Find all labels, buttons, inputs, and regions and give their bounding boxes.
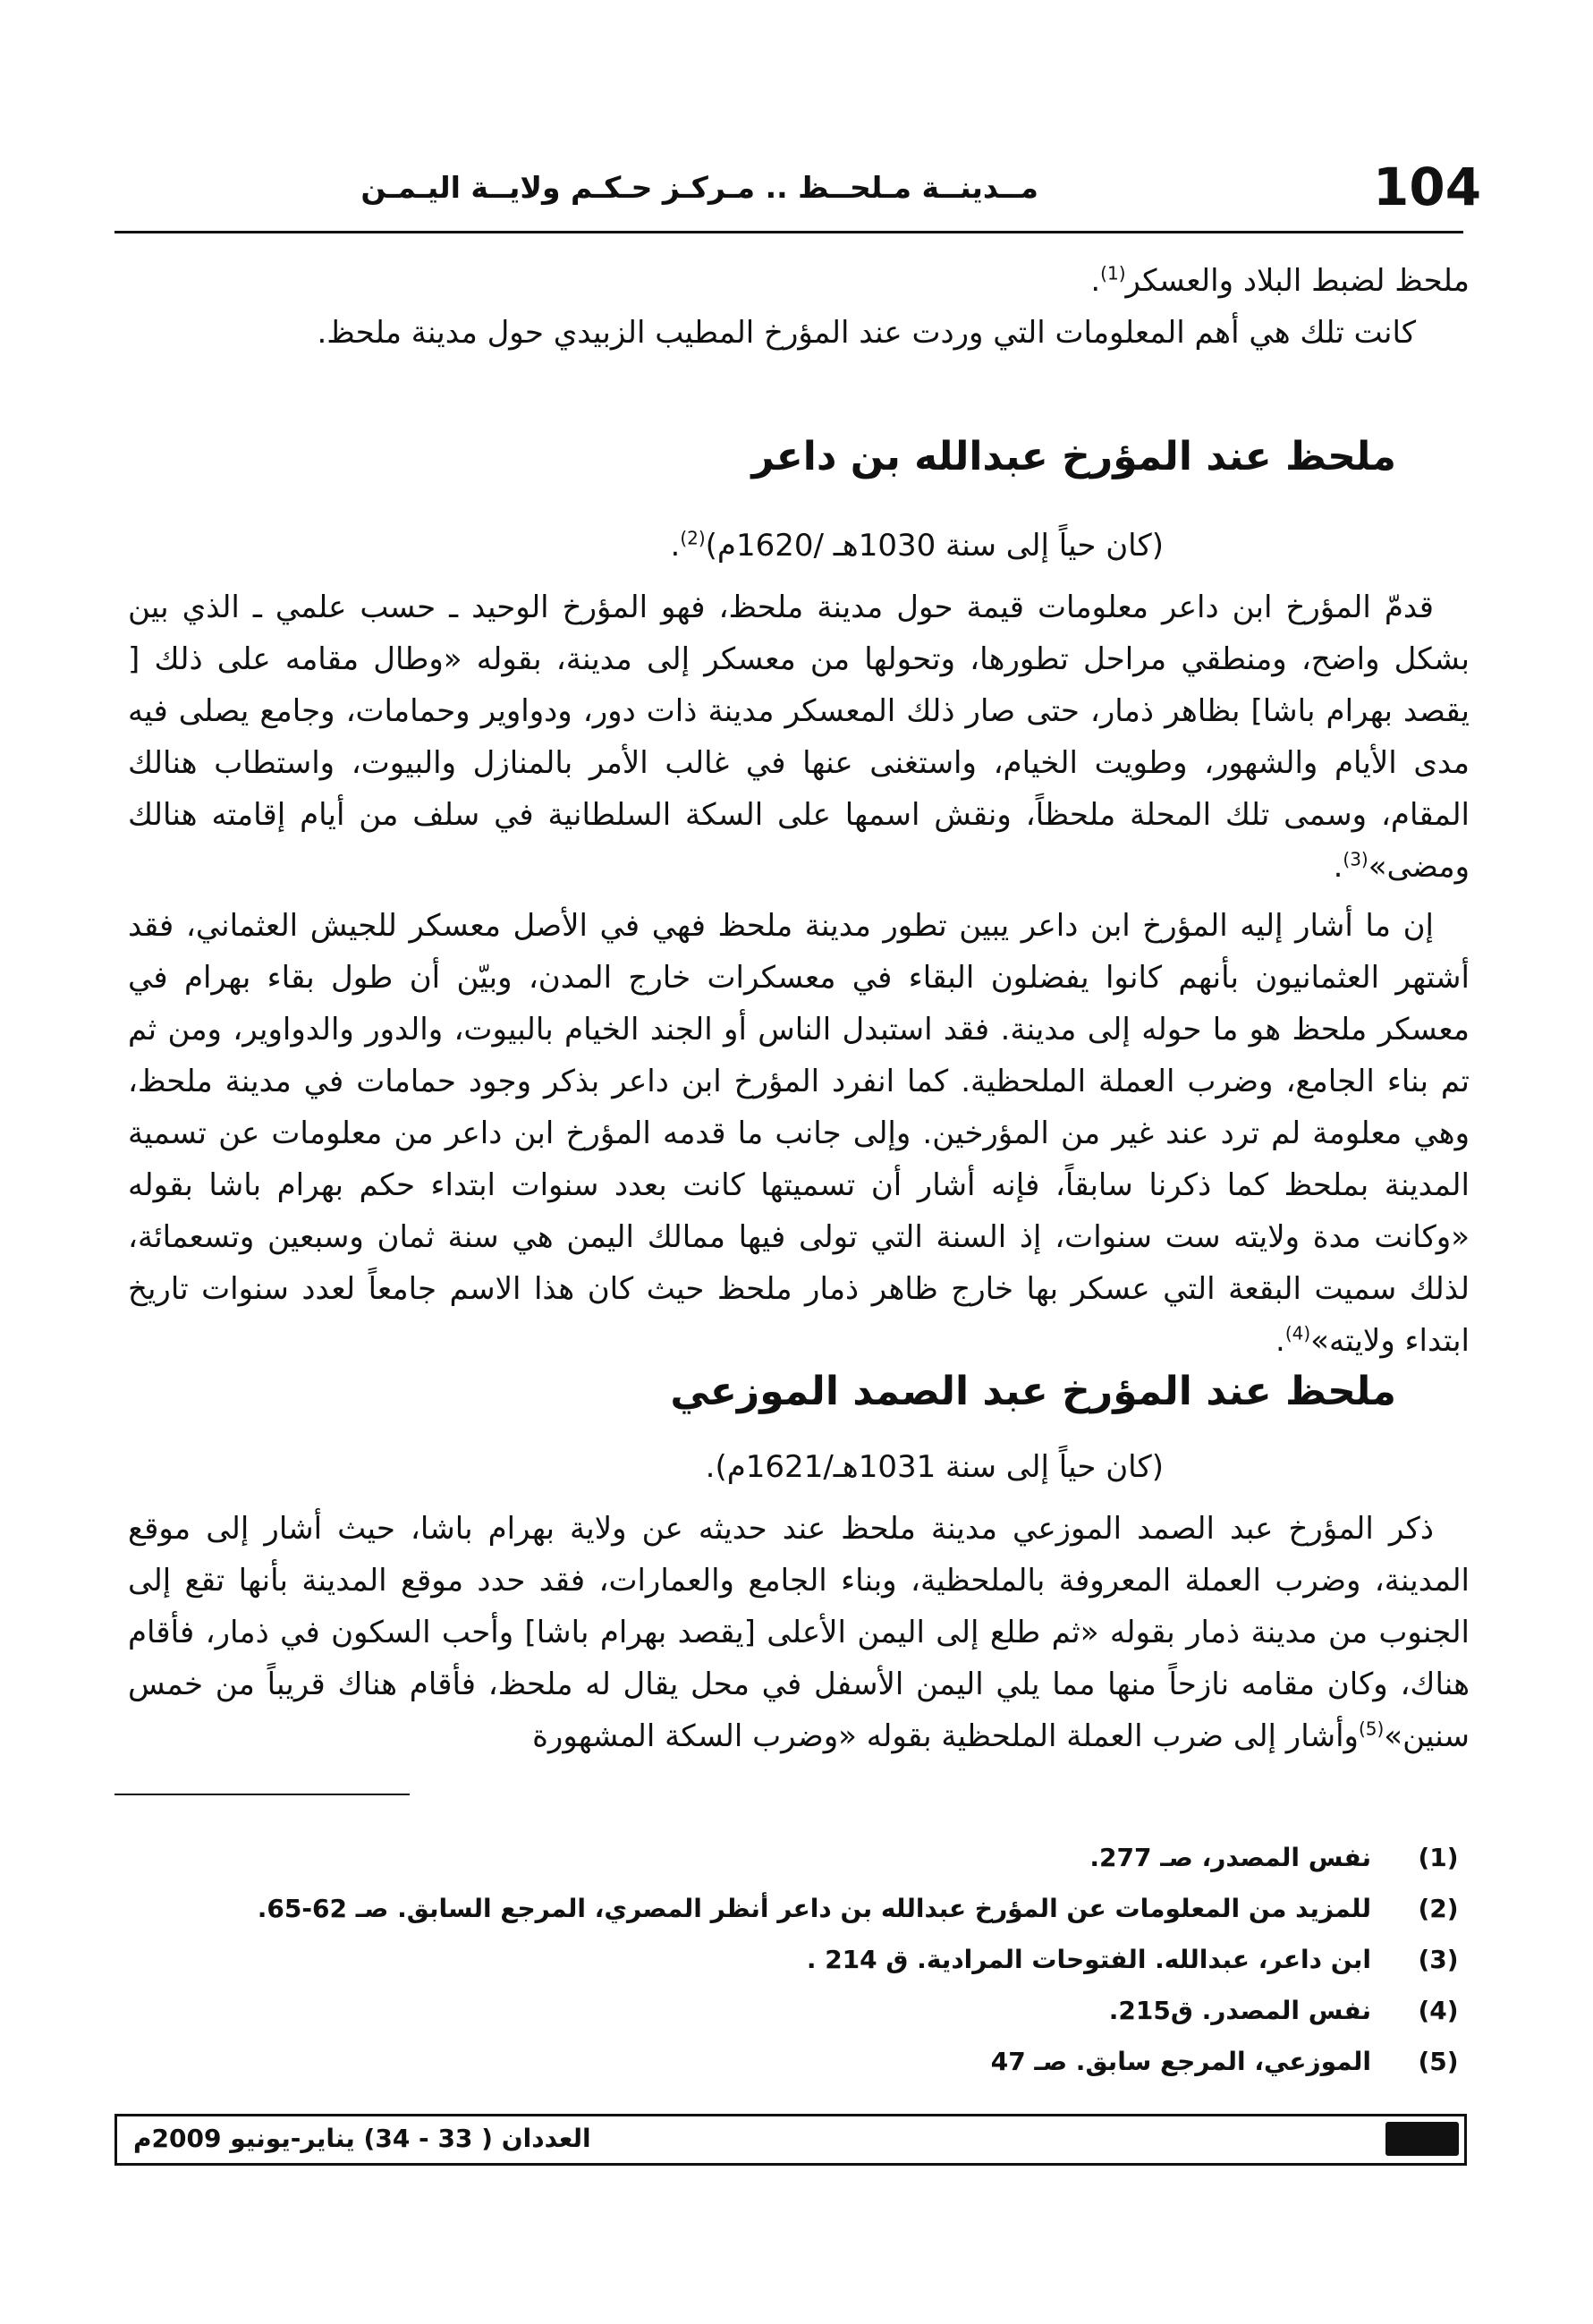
footnote-ref-5: (5): [1358, 1718, 1385, 1740]
section2-dates: (كان حياً إلى سنة 1031هـ/1621م).: [705, 1449, 1164, 1485]
footnote: (5)الموزعي، المرجع سابق. صـ 47: [990, 2047, 1459, 2076]
section-heading-ibn-daer: ملحظ عند المؤرخ عبدالله بن داعر: [751, 434, 1396, 479]
intro-line-2: كانت تلك هي أهم المعلومات التي وردت عند المؤرخ المطيب الزبيدي حول مدينة ملحظ.: [317, 315, 1416, 351]
footnote-rule: [114, 1794, 410, 1795]
footnote-ref-4: (4): [1284, 1322, 1311, 1344]
section1-body: [128, 581, 1470, 1367]
journal-logo-icon: [1385, 2122, 1459, 2156]
footnote: (4)نفس المصدر. ق215.: [1108, 1996, 1459, 2025]
footer-bar: [114, 2114, 1467, 2166]
footnote: (2)للمزيد من المعلومات عن المؤرخ عبدالله بن داعر أنظر المصري، المرجع السابق. صـ 62-65.: [257, 1894, 1459, 1923]
footnote: (1)نفس المصدر، صـ 277.: [1089, 1843, 1459, 1872]
intro-line-1: ملحظ لضبط البلاد والعسكر$^{(1)}$.: [1090, 262, 1470, 299]
section1-paragraph-1: قدمّ المؤرخ ابن داعر معلومات قيمة حول مدينة ملحظ، فهو المؤرخ الوحيد ـ حسب علمي ـ الذي بين بشكل واضح، ومنطقي مراحل تطورها، وتحولها من معسكر إلى مدينة، بقوله «وطال مقامه على ذلك [ يقصد بهرام باشا] بظاهر ذمار، حتى صار ذلك المعسكر مدينة ذات دور، ودواوير وحمامات، وجامع يصلى فيه مدى الأيام والشهور، وطويت الخيام، واستغنى عنها في غالب الأمر بالمنازل والبيوت، واستطاب هنالك المقام، وسمى تلك المحلة ملحظاً، ونقش اسمها على السكة السلطانية في سلف من أيام إقامته هنالك ومضى»$^{(3)}$.: [128, 589, 1470, 885]
footnote-ref-3: (3): [1343, 848, 1368, 870]
section2-paragraph-1: ذكر المؤرخ عبد الصمد الموزعي مدينة ملحظ عند حديثه عن ولاية بهرام باشا، حيث أشار إلى موقع المدينة، وضرب العملة المعروفة بالملحظية، وبناء الجامع والعمارات، فقد حدد موقع المدينة بأنها تقع إلى الجنوب من مدينة ذمار بقوله «ثم طلع إلى اليمن الأعلى [يقصد بهرام باشا] وأحب السكون في ذمار، فأقام هناك، وكان مقامه نازحاً منها مما يلي اليمن الأسفل في محل يقال له ملحظ، فأقام هناك قريباً من خمس سنين»$^{(5)}$وأشار إلى ضرب العملة الملحظية بقوله «وضرب السكة المشهورة: [128, 1511, 1470, 1754]
footnote-ref-2: (2): [680, 527, 706, 549]
footnote: (3)ابن داعر، عبدالله. الفتوحات المرادية. ق 214 .: [806, 1945, 1459, 1974]
intro-block: [128, 255, 1470, 359]
section-heading-mawzai: ملحظ عند المؤرخ عبد الصمد الموزعي: [670, 1369, 1396, 1414]
section1-dates: (كان حياً إلى سنة 1030هـ /1620م)$^{(2)}$.: [670, 527, 1164, 564]
footnote-ref-1: (1): [1100, 262, 1126, 284]
running-title: مــدينــة مـلحــظ .. مـركـز حـكـم ولايــة اليـمـن: [360, 170, 1038, 205]
section1-paragraph-2: إن ما أشار إليه المؤرخ ابن داعر يبين تطور مدينة ملحظ فهي في الأصل معسكر للجيش العثماني، فقد أشتهر العثمانيون بأنهم كانوا يفضلون البقاء في معسكرات خارج المدن، وبيّن أن طول بقاء بهرام في معسكر ملحظ هو ما حوله إلى مدينة. فقد استبدل الناس أو الجند الخيام بالبيوت، والدور والدواوير، ومن ثم تم بناء الجامع، وضرب العملة الملحظية. كما انفرد المؤرخ ابن داعر بذكر وجود حمامات في مدينة ملحظ، وهي معلومة لم ترد عند غير من المؤرخين. وإلى جانب ما قدمه المؤرخ ابن داعر من معلومات عن تسمية المدينة بملحظ كما ذكرنا سابقاً، فإنه أشار أن تسميتها كانت بعدد سنوات ابتداء حكم بهرام باشا بقوله «وكانت مدة ولايته ست سنوات، إذ السنة التي تولى فيها ممالك اليمن هي سنة ثمان وسبعين وتسعمائة، لذلك سميت البقعة التي عسكر بها خارج ظاهر ذمار ملحظ حيث كان هذا الاسم جامعاً لعدد سنوات تاريخ ابتداء ولايته»$^{(4)}$.: [128, 908, 1470, 1359]
page-number: 104: [1373, 157, 1482, 217]
header-rule: [114, 231, 1463, 233]
issue-label: العددان ( 33 - 34) يناير-يونيو 2009م: [133, 2124, 591, 2153]
section2-body: [128, 1503, 1470, 1762]
